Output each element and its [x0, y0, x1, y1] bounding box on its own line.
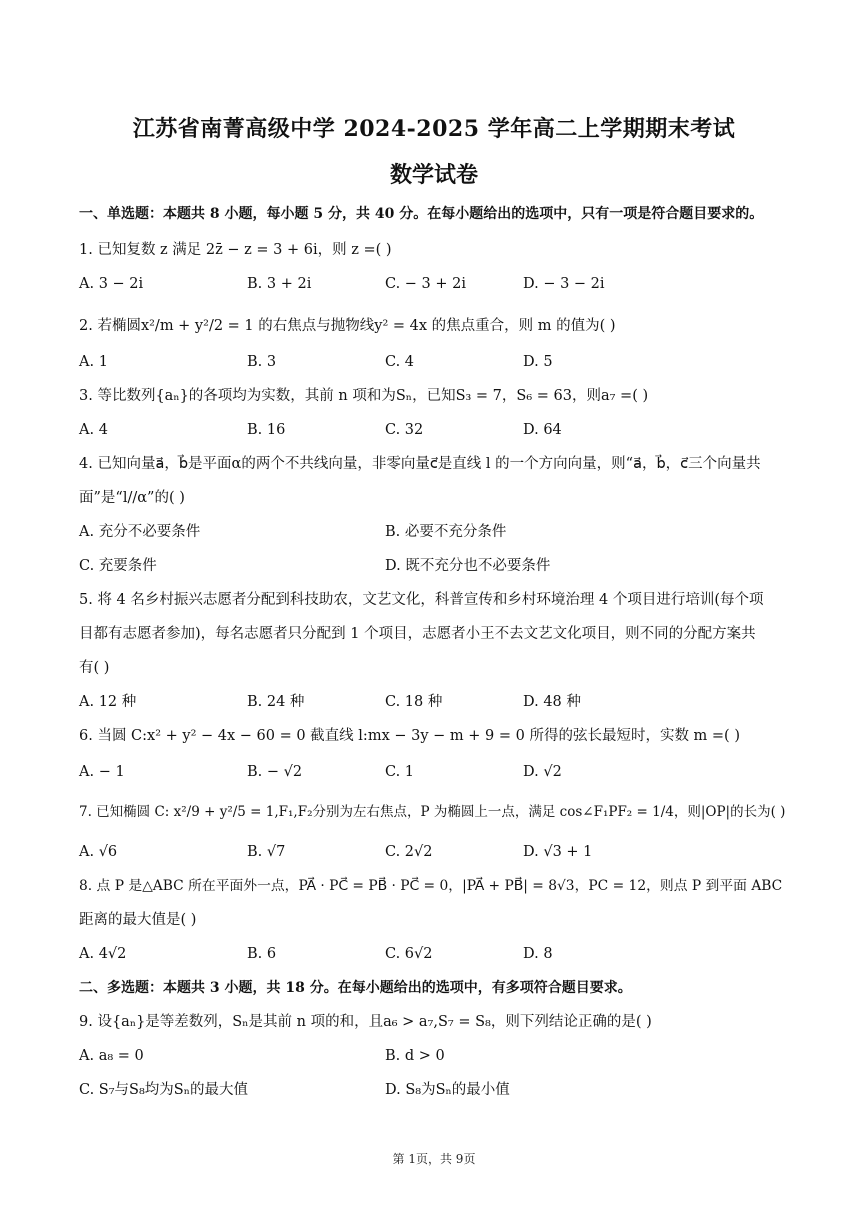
question-7-stem: 7. 已知椭圆 C: x²/9 + y²/5 = 1,F₁,F₂分别为左右焦点，P 为椭圆上一点，满足 cos∠F₁PF₂ = 1/4，则|OP|的长为( )	[79, 804, 786, 820]
question-9-option-a: A. a₈ = 0	[79, 1048, 144, 1064]
page-footer: 第 1页，共 9页	[392, 1152, 476, 1166]
question-3-stem: 3. 等比数列{aₙ}的各项均为实数，其前 n 项和为Sₙ，已知S₃ = 7，S₆ = 63，则a₇ =( )	[79, 388, 649, 404]
question-4-option-d: D. 既不充分也不必要条件	[385, 558, 551, 574]
question-5-stem-line-1: 5. 将 4 名乡村振兴志愿者分配到科技助农，文艺文化，科普宣传和乡村环境治理 4 个项目进行培训(每个项	[79, 592, 764, 608]
question-4-stem-line-2: 面”是“l//α”的( )	[79, 490, 185, 506]
question-5-option-a: A. 12 种	[79, 694, 137, 710]
question-8-option-b: B. 6	[247, 946, 277, 962]
exam-title: 江苏省南菁高级中学 2024-2025 学年高二上学期期末考试	[132, 116, 736, 142]
question-2-option-a: A. 1	[79, 354, 108, 370]
question-5-option-b: B. 24 种	[247, 694, 305, 710]
question-7-option-d: D. √3 + 1	[523, 844, 593, 860]
question-9-option-d: D. S₈为Sₙ的最小值	[385, 1082, 510, 1098]
question-9-option-c: C. S₇与S₈均为Sₙ的最大值	[79, 1082, 248, 1098]
question-7-option-c: C. 2√2	[385, 844, 433, 860]
section-single-choice: 一、单选题：本题共 8 小题，每小题 5 分，共 40 分。在每小题给出的选项中，只有一项是符合题目要求的。	[79, 206, 764, 222]
question-8-option-d: D. 8	[523, 946, 553, 962]
question-3-option-b: B. 16	[247, 422, 286, 438]
question-5-stem-line-3: 有( )	[79, 660, 110, 676]
question-3-option-c: C. 32	[385, 422, 424, 438]
exam-subtitle: 数学试卷	[389, 162, 478, 188]
question-1-stem: 1. 已知复数 z 满足 2z̄ − z = 3 + 6i，则 z =( )	[79, 242, 392, 258]
question-2-option-b: B. 3	[247, 354, 277, 370]
question-6-option-d: D. √2	[523, 764, 562, 780]
question-5-stem-line-2: 目都有志愿者参加)，每名志愿者只分配到 1 个项目，志愿者小王不去文艺文化项目，则不同的分配方案共	[79, 626, 756, 642]
question-1-option-d: D. − 3 − 2i	[523, 276, 605, 292]
question-2-option-c: C. 4	[385, 354, 415, 370]
question-9-option-b: B. d > 0	[385, 1048, 445, 1064]
question-4-option-c: C. 充要条件	[79, 558, 157, 574]
question-1-option-c: C. − 3 + 2i	[385, 276, 467, 292]
question-8-stem-line-1: 8. 点 P 是△ABC 所在平面外一点，PA⃗ · PC⃗ = PB⃗ · PC⃗ = 0，|PA⃗ + PB⃗| = 8√3，PC = 12，则点 P 到平面 ABC	[79, 878, 783, 894]
question-3-option-d: D. 64	[523, 422, 562, 438]
question-2-stem: 2. 若椭圆x²/m + y²/2 = 1 的右焦点与抛物线y² = 4x 的焦点重合，则 m 的值为( )	[79, 318, 616, 334]
question-7-option-a: A. √6	[79, 844, 118, 860]
question-4-stem-line-1: 4. 已知向量a⃗，b⃗是平面α的两个不共线向量，非零向量c⃗是直线 l 的一个方向向量，则“a⃗，b⃗，c⃗三个向量共	[79, 456, 761, 472]
question-7-option-b: B. √7	[247, 844, 286, 860]
section-multiple-choice: 二、多选题：本题共 3 小题，共 18 分。在每小题给出的选项中，有多项符合题目要求。	[79, 980, 632, 996]
question-1-option-a: A. 3 − 2i	[79, 276, 144, 292]
question-8-option-a: A. 4√2	[79, 946, 127, 962]
question-4-option-a: A. 充分不必要条件	[79, 524, 201, 540]
question-6-option-a: A. − 1	[79, 764, 125, 780]
question-6-option-b: B. − √2	[247, 764, 303, 780]
question-9-stem: 9. 设{aₙ}是等差数列，Sₙ是其前 n 项的和，且a₆ > a₇,S₇ = S₈，则下列结论正确的是( )	[79, 1014, 652, 1030]
question-5-option-d: D. 48 种	[523, 694, 581, 710]
question-1-option-b: B. 3 + 2i	[247, 276, 312, 292]
question-6-option-c: C. 1	[385, 764, 415, 780]
question-4-option-b: B. 必要不充分条件	[385, 524, 507, 540]
question-5-option-c: C. 18 种	[385, 694, 443, 710]
question-8-stem-line-2: 距离的最大值是( )	[79, 912, 197, 928]
question-8-option-c: C. 6√2	[385, 946, 433, 962]
question-3-option-a: A. 4	[79, 422, 108, 438]
question-2-option-d: D. 5	[523, 354, 553, 370]
question-6-stem: 6. 当圆 C:x² + y² − 4x − 60 = 0 截直线 l:mx − 3y − m + 9 = 0 所得的弦长最短时，实数 m =( )	[79, 728, 740, 744]
